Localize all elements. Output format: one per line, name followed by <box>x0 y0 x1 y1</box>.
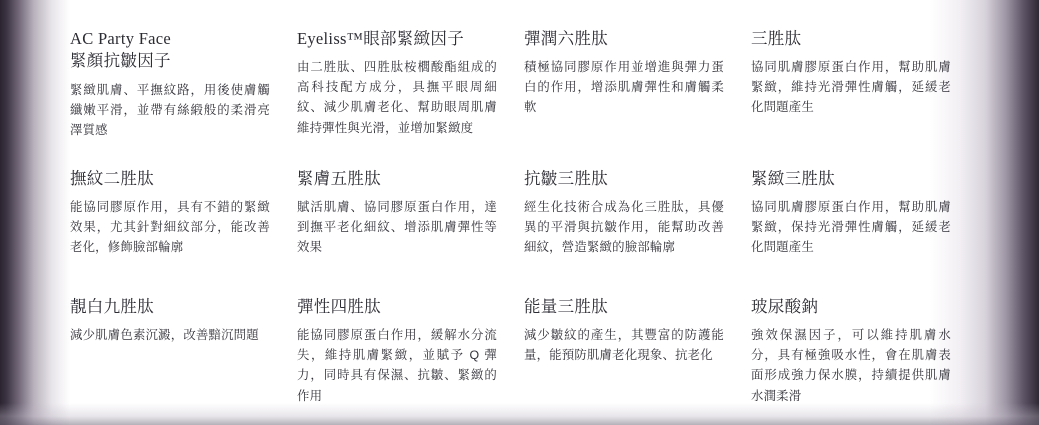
ingredient-card <box>751 168 951 266</box>
ingredient-description: 由二胜肽、四胜肽桉櫚酸酯組成的高科技配方成分，具撫平眼周細紋、減少肌膚老化、幫助眼周肌膚維持彈性與光滑，並增加緊緻度 <box>297 60 497 135</box>
ingredient-card <box>70 168 270 266</box>
ingredient-title: 玻尿酸鈉 <box>751 297 819 316</box>
ingredient-row-2 <box>70 168 960 266</box>
ingredient-row-1 <box>70 28 960 148</box>
ingredient-description: 積極協同膠原作用並增進與彈力蛋白的作用，增添肌膚彈性和膚觸柔軟 <box>524 60 724 115</box>
ingredient-title: 撫紋二胜肽 <box>70 169 154 188</box>
ingredient-title: 抗皺三胜肽 <box>524 169 608 188</box>
ingredient-card <box>524 28 724 148</box>
ingredient-row-3 <box>70 296 960 414</box>
ingredient-card <box>70 296 270 414</box>
ingredient-description: 減少皺紋的產生，其豐富的防護能量，能預防肌膚老化現象、抗老化 <box>524 328 724 363</box>
ingredient-card <box>297 28 497 148</box>
ingredient-card <box>297 168 497 266</box>
ingredient-card <box>524 296 724 414</box>
ingredient-description: 賦活肌膚、協同膠原蛋白作用，達到撫平老化細紋、增添肌膚彈性等效果 <box>297 200 497 255</box>
ingredient-description: 經生化技術合成為化三胜肽，具優異的平滑與抗皺作用，能幫助改善細紋，營造緊緻的臉部輪廓 <box>524 200 724 255</box>
ingredient-title: 緊膚五胜肽 <box>297 169 381 188</box>
ingredient-card <box>751 28 951 148</box>
ingredient-title: 靚白九胜肽 <box>70 297 154 316</box>
ingredient-title: 彈潤六胜肽 <box>524 29 608 48</box>
ingredient-title: 三胜肽 <box>751 29 802 48</box>
ingredient-description: 強效保濕因子，可以維持肌膚水分，具有極強吸水性，會在肌膚表面形成強力保水膜，持續提供肌膚水潤柔滑 <box>751 328 951 403</box>
ingredient-card <box>297 296 497 414</box>
ingredient-title-line1: AC Party Face <box>70 29 172 48</box>
ingredient-description: 能協同膠原蛋白作用，緩解水分流失，維持肌膚緊緻，並賦予 Q 彈力，同時具有保濕、抗皺、緊緻的作用 <box>297 328 497 403</box>
ingredient-description: 協同肌膚膠原蛋白作用，幫助肌膚緊緻，維持光滑彈性膚觸，延緩老化問題產生 <box>751 60 951 115</box>
ingredient-title: Eyeliss™眼部緊緻因子 <box>297 29 465 48</box>
ingredient-title <box>70 28 270 73</box>
ingredient-title-line2: 緊顏抗皺因子 <box>70 51 171 71</box>
ingredient-title: 能量三胜肽 <box>524 297 608 316</box>
ingredient-title: 彈性四胜肽 <box>297 297 381 316</box>
ingredient-description: 能協同膠原作用，具有不錯的緊緻效果，尤其針對細紋部分，能改善老化，修飾臉部輪廓 <box>70 200 270 255</box>
ingredient-card <box>524 168 724 266</box>
ingredient-description: 協同肌膚膠原蛋白作用，幫助肌膚緊緻，保持光滑彈性膚觸，延緩老化問題產生 <box>751 200 951 255</box>
ingredient-description: 緊緻肌膚、平撫紋路，用後使膚觸纖嫩平滑，並帶有絲緞般的柔滑亮澤質感 <box>70 82 270 137</box>
ingredient-description: 減少肌膚色素沉澱，改善黯沉問題 <box>70 328 259 343</box>
ingredient-card <box>70 28 270 148</box>
ingredient-title: 緊緻三胜肽 <box>751 169 835 188</box>
ingredient-card <box>751 296 951 414</box>
